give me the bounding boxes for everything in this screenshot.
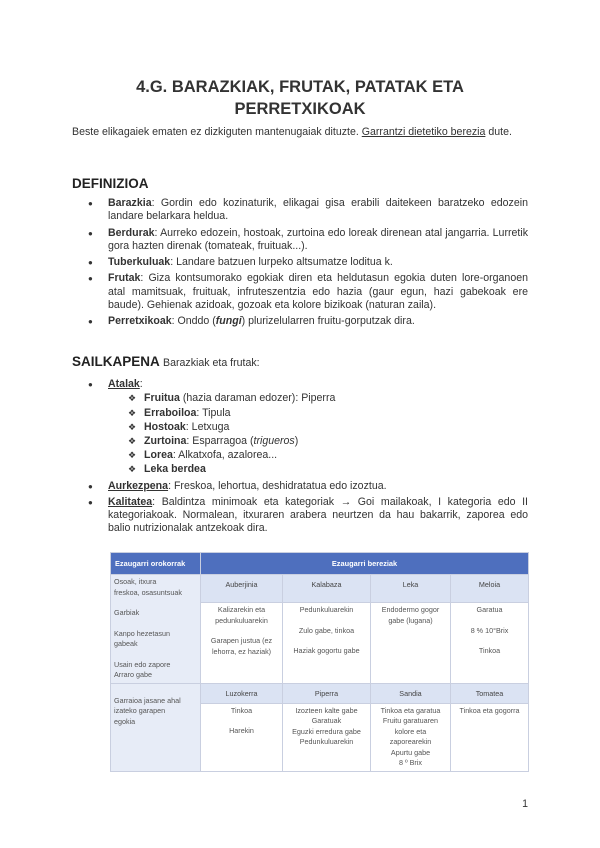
table-header-cell: Ezaugarri orokorrak [111, 553, 201, 575]
table-subheader-cell: Sandia [371, 683, 451, 703]
definition-item: ● Frutak: Giza kontsumorako egokiak diren eta heldutasun egokia duten lore-organoen atal mamitsuak, fruituak, infruteszentzia edo hazia (gaur egun, hazi gabekoak ere baude). Gehienak azidoak, gozoak eta kolore bizikoak (naturan zaila). [72, 272, 528, 312]
atalak-subitem: ❖ Erraboiloa: Tipula [108, 406, 528, 420]
characteristics-table [110, 552, 529, 772]
table-subheader-cell: Auberjinia [201, 575, 283, 603]
table-subheader-cell: Meloia [451, 575, 529, 603]
definition-list [72, 197, 528, 332]
definition-item: ● Perretxikoak: Onddo (fungi) plurizelularren fruitu-gorputzak dira. [72, 315, 528, 328]
section-sailkapena-heading: SAILKAPENA Barazkiak eta frutak: [72, 354, 260, 369]
atalak-subitem: ❖ Fruitua (hazia daraman edozer): Piperra [108, 391, 528, 405]
definition-item: ● Tuberkuluak: Landare batzuen lurpeko altsumatze loditua k. [72, 256, 528, 269]
table-header-row [111, 553, 529, 575]
kalitatea-item: ● Kalitatea: Baldintza minimoak eta kategoriak → Goi mailakoak, I kategoria edo II kategoriakoak. Normalean, itxuraren arabera neurtzen da hau bakarrik, zaporea edo balio nutrizionalak antzekoak dira. [72, 496, 528, 536]
table-row [111, 575, 529, 603]
table-cell: Pedunkuluarekin Zulo gabe, tinkoa Haziak gogortu gabe [283, 603, 371, 683]
table-subheader-cell: Leka [371, 575, 451, 603]
table-subheader-cell: Kalabaza [283, 575, 371, 603]
aurkezpena-item: ● Aurkezpena: Freskoa, lehortua, deshidratatua edo izoztua. [72, 480, 528, 493]
page-number: 1 [522, 798, 528, 810]
table-header-cell: Ezaugarri bereziak [201, 553, 529, 575]
intro-paragraph: Beste elikagaiek ematen ez dizkiguten mantenugaiak dituzte. Garrantzi dietetiko berezia dute. [72, 126, 512, 138]
table-cell: Garatua 8 % 10°Brix Tinkoa [451, 603, 529, 683]
table-subheader-cell: Luzokerra [201, 683, 283, 703]
table-cell: Tinkoa Harekin [201, 703, 283, 771]
table-subheader-cell: Tomatea [451, 683, 529, 703]
table-row [111, 683, 529, 703]
table-cell: Tinkoa eta gogorra [451, 703, 529, 771]
table-cell: Izozteen kalte gabe Garatuak Eguzki erredura gabe Pedunkuluarekin [283, 703, 371, 771]
atalak-item: ● Atalak: ❖ Fruitua (hazia daraman edozer): Piperra ❖ Erraboiloa: Tipula ❖ Hostoak: Letxuga ❖ Zurtoina: Esparragoa (trigueros) ❖ Lorea: Alkatxofa, azalorea... ❖ Leka berdea [72, 378, 528, 477]
table-cell: Kalizarekin eta pedunkuluarekin Garapen justua (ez lehorra, ez haziak) [201, 603, 283, 683]
definition-item: ● Berdurak: Aurreko edozein, hostoak, zurtoina edo loreak direnean atal jangarria. Lurretik gora hazten direnak (tomateak, fruituak...). [72, 227, 528, 254]
classification-list [72, 378, 528, 539]
atalak-sublist [108, 391, 528, 476]
definition-item: ● Barazkia: Gordin edo kozinaturik, elikagai gisa erabili daitekeen baratzeko edozein landare belarkara heldua. [72, 197, 528, 224]
intro-underlined: Garrantzi dietetiko berezia [361, 126, 486, 138]
section-definizioa-heading: DEFINIZIOA [72, 176, 149, 191]
atalak-subitem: ❖ Lorea: Alkatxofa, azalorea... [108, 448, 528, 462]
section-subtitle: Barazkiak eta frutak: [163, 357, 260, 369]
table-label-cell: Osoak, itxura freskoa, osasuntsuak Garbiak Kanpo hezetasun gabeak Usain edo zapore Arraro gabe [111, 575, 201, 684]
table-label-cell: Garraioa jasane ahal izateko garapen egokia [111, 683, 201, 771]
table-cell: Endodermo gogor gabe (lugana) [371, 603, 451, 683]
atalak-subitem: ❖ Hostoak: Letxuga [108, 420, 528, 434]
atalak-subitem: ❖ Leka berdea [108, 462, 528, 476]
atalak-subitem: ❖ Zurtoina: Esparragoa (trigueros) [108, 434, 528, 448]
page-title: 4.G. BARAZKIAK, FRUTAK, PATATAK ETA PERRETXIKOAK [136, 78, 464, 118]
table-subheader-cell: Piperra [283, 683, 371, 703]
table-cell: Tinkoa eta garatua Fruitu garatuaren kolore eta zaporearekin Apurtu gabe 8 º Brix [371, 703, 451, 771]
